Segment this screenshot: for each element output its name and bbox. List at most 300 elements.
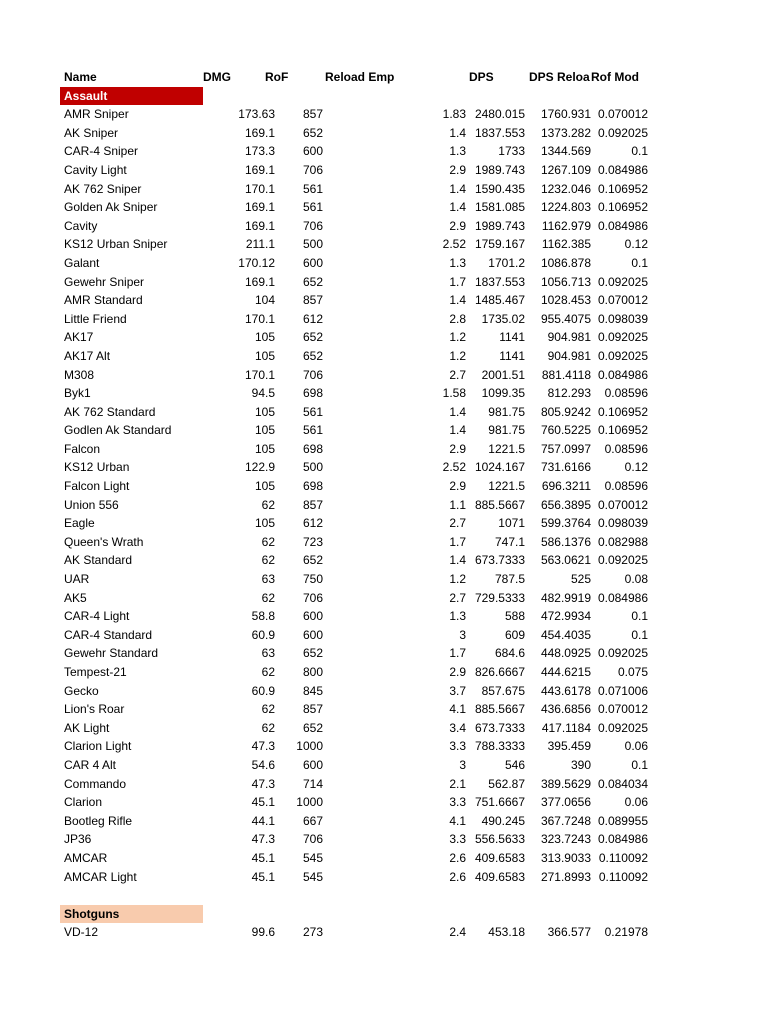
cell-rof-mod[interactable]: 0.1 — [631, 609, 648, 624]
cell-dmg[interactable]: 169.1 — [244, 218, 275, 233]
cell-rof-mod[interactable]: 0.070012 — [597, 702, 648, 717]
cell-dps-reload[interactable]: 444.6215 — [540, 665, 591, 679]
cell-dps[interactable]: 1733 — [498, 144, 525, 159]
cell-dmg[interactable]: 60.9 — [251, 683, 275, 698]
cell-rof-mod[interactable]: 0.084986 — [597, 832, 648, 847]
cell-dps-reload[interactable]: 367.7248 — [540, 813, 591, 828]
cell-dps[interactable]: 1735.02 — [481, 311, 525, 326]
cell-name[interactable]: Godlen Ak Standard — [64, 423, 172, 438]
cell-rof[interactable]: 652 — [302, 274, 323, 289]
cell-dps[interactable]: 1485.467 — [474, 293, 525, 308]
cell-dps-reload[interactable]: 377.0656 — [540, 795, 591, 810]
header-name[interactable]: Name — [64, 70, 97, 84]
cell-rof[interactable]: 561 — [302, 181, 323, 196]
cell-dmg[interactable]: 169.1 — [244, 274, 275, 289]
cell-dps-reload[interactable]: 389.5629 — [540, 776, 591, 791]
cell-name[interactable]: VD-12 — [64, 925, 99, 940]
cell-name[interactable]: AK Standard — [64, 553, 133, 568]
cell-dps-reload[interactable]: 881.4118 — [541, 367, 591, 382]
cell-dps-reload[interactable]: 1056.713 — [540, 274, 591, 289]
cell-reload[interactable]: 2.7 — [449, 367, 466, 382]
cell-dmg[interactable]: 173.63 — [238, 107, 275, 122]
cell-rof[interactable]: 723 — [302, 534, 323, 549]
cell-dps[interactable]: 857.675 — [481, 683, 525, 698]
cell-dps[interactable]: 562.87 — [488, 776, 525, 791]
cell-name[interactable]: Union 556 — [64, 497, 119, 512]
cell-name[interactable]: Bootleg Rifle — [64, 813, 133, 828]
cell-rof[interactable]: 600 — [302, 255, 323, 270]
cell-rof-mod[interactable]: 0.070012 — [597, 293, 648, 308]
cell-dps-reload[interactable]: 1232.046 — [540, 181, 591, 196]
cell-name[interactable]: Little Friend — [64, 311, 127, 326]
cell-rof[interactable]: 545 — [302, 850, 323, 865]
cell-rof[interactable]: 652 — [302, 125, 323, 140]
cell-dps[interactable]: 490.245 — [481, 813, 525, 828]
cell-rof-mod[interactable]: 0.070012 — [597, 497, 648, 512]
cell-dps-reload[interactable]: 599.3764 — [540, 516, 591, 531]
cell-name[interactable]: AMR Sniper — [64, 107, 129, 122]
header-reload[interactable]: Reload Emp — [325, 70, 395, 84]
cell-rof[interactable]: 698 — [302, 386, 323, 401]
cell-dps-reload[interactable]: 1224.803 — [540, 200, 591, 215]
cell-dps[interactable]: 981.75 — [488, 423, 525, 438]
cell-dmg[interactable]: 62 — [261, 534, 275, 549]
cell-rof-mod[interactable]: 0.08 — [624, 572, 648, 587]
cell-rof[interactable]: 600 — [302, 627, 323, 642]
cell-rof[interactable]: 600 — [302, 144, 323, 159]
cell-dmg[interactable]: 104 — [254, 293, 275, 308]
cell-name[interactable]: UAR — [64, 572, 90, 587]
cell-rof[interactable]: 857 — [302, 107, 323, 122]
cell-dmg[interactable]: 105 — [254, 441, 275, 456]
cell-name[interactable]: Tempest-21 — [64, 665, 127, 679]
cell-rof[interactable]: 1000 — [296, 739, 323, 754]
cell-rof[interactable]: 706 — [302, 367, 323, 382]
cell-reload[interactable]: 2.7 — [449, 590, 466, 605]
cell-dps-reload[interactable]: 472.9934 — [540, 609, 591, 624]
cell-rof[interactable]: 652 — [302, 348, 323, 363]
cell-dmg[interactable]: 60.9 — [251, 627, 275, 642]
cell-name[interactable]: Clarion Light — [64, 739, 132, 754]
cell-rof-mod[interactable]: 0.084986 — [597, 367, 648, 382]
cell-dmg[interactable]: 45.1 — [251, 850, 275, 865]
cell-name[interactable]: Gecko — [64, 683, 99, 698]
cell-reload[interactable]: 1.2 — [449, 330, 466, 345]
cell-rof[interactable]: 612 — [302, 311, 323, 326]
cell-reload[interactable]: 2.4 — [449, 925, 466, 940]
cell-dmg[interactable]: 63 — [261, 646, 275, 661]
header-dmg[interactable]: DMG — [203, 70, 231, 84]
cell-dmg[interactable]: 170.1 — [244, 311, 275, 326]
cell-rof[interactable]: 667 — [302, 813, 323, 828]
cell-rof-mod[interactable]: 0.092025 — [597, 274, 648, 289]
cell-rof-mod[interactable]: 0.084034 — [597, 776, 648, 791]
cell-reload[interactable]: 2.9 — [449, 441, 466, 456]
cell-reload[interactable]: 1.2 — [449, 348, 466, 363]
cell-name[interactable]: AK 762 Standard — [64, 404, 156, 419]
cell-dps-reload[interactable]: 757.0997 — [540, 441, 591, 456]
cell-dmg[interactable]: 105 — [254, 516, 275, 531]
cell-name[interactable]: Byk1 — [64, 386, 91, 401]
cell-reload[interactable]: 2.6 — [449, 869, 466, 884]
cell-rof-mod[interactable]: 0.1 — [631, 144, 648, 159]
cell-dmg[interactable]: 169.1 — [244, 125, 275, 140]
cell-dps-reload[interactable]: 323.7243 — [540, 832, 591, 847]
cell-dps[interactable]: 453.18 — [488, 925, 525, 940]
cell-name[interactable]: Galant — [64, 255, 100, 270]
cell-rof-mod[interactable]: 0.1 — [631, 627, 648, 642]
cell-dps[interactable]: 1581.085 — [474, 200, 525, 215]
cell-name[interactable]: M308 — [64, 367, 95, 382]
cell-dps[interactable]: 751.6667 — [474, 795, 525, 810]
cell-rof-mod[interactable]: 0.106952 — [597, 423, 648, 438]
cell-dmg[interactable]: 170.12 — [238, 255, 275, 270]
cell-dmg[interactable]: 94.5 — [251, 386, 275, 401]
cell-dmg[interactable]: 47.3 — [251, 832, 275, 847]
cell-rof[interactable]: 857 — [302, 293, 323, 308]
cell-rof-mod[interactable]: 0.098039 — [597, 516, 648, 531]
cell-name[interactable]: Gewehr Sniper — [64, 274, 145, 289]
cell-dps-reload[interactable]: 760.5225 — [540, 423, 591, 438]
cell-name[interactable]: AK Sniper — [64, 125, 119, 140]
cell-dps[interactable]: 788.3333 — [474, 739, 525, 754]
cell-rof[interactable]: 800 — [302, 665, 323, 679]
cell-reload[interactable]: 3.3 — [449, 795, 466, 810]
cell-dps[interactable]: 747.1 — [494, 534, 525, 549]
cell-dmg[interactable]: 47.3 — [251, 776, 275, 791]
cell-dps[interactable]: 729.5333 — [474, 590, 525, 605]
cell-dps[interactable]: 1989.743 — [474, 162, 525, 177]
cell-dps-reload[interactable]: 525 — [570, 572, 591, 587]
cell-reload[interactable]: 4.1 — [449, 813, 466, 828]
cell-dps[interactable]: 409.6583 — [474, 869, 525, 884]
cell-rof-mod[interactable]: 0.110092 — [598, 850, 648, 865]
cell-reload[interactable]: 2.1 — [449, 776, 466, 791]
cell-dps-reload[interactable]: 656.3895 — [540, 497, 591, 512]
cell-name[interactable]: AMCAR — [64, 850, 108, 865]
cell-rof[interactable]: 706 — [302, 590, 323, 605]
cell-reload[interactable]: 1.4 — [449, 293, 466, 308]
cell-dmg[interactable]: 173.3 — [244, 144, 275, 159]
cell-dmg[interactable]: 105 — [254, 330, 275, 345]
cell-dps-reload[interactable]: 904.981 — [547, 330, 591, 345]
cell-dps-reload[interactable]: 1344.569 — [540, 144, 591, 159]
cell-rof-mod[interactable]: 0.092025 — [597, 646, 648, 661]
cell-rof[interactable]: 600 — [302, 609, 323, 624]
cell-reload[interactable]: 2.9 — [449, 479, 466, 494]
cell-dps-reload[interactable]: 417.1184 — [541, 720, 591, 735]
cell-rof-mod[interactable]: 0.092025 — [597, 125, 648, 140]
cell-name[interactable]: CAR-4 Sniper — [64, 144, 139, 159]
cell-reload[interactable]: 1.4 — [449, 423, 466, 438]
cell-dps[interactable]: 1759.167 — [474, 237, 525, 252]
cell-reload[interactable]: 1.7 — [449, 646, 466, 661]
cell-dmg[interactable]: 62 — [261, 720, 275, 735]
cell-dps[interactable]: 556.5633 — [474, 832, 525, 847]
cell-name[interactable]: AMR Standard — [64, 293, 143, 308]
cell-rof-mod[interactable]: 0.092025 — [597, 553, 648, 568]
cell-reload[interactable]: 3.4 — [449, 720, 466, 735]
cell-reload[interactable]: 2.8 — [449, 311, 466, 326]
cell-dps[interactable]: 1221.5 — [488, 479, 525, 494]
cell-name[interactable]: CAR-4 Light — [64, 609, 130, 624]
cell-name[interactable]: AMCAR Light — [64, 869, 137, 884]
cell-dmg[interactable]: 62 — [261, 553, 275, 568]
cell-rof[interactable]: 857 — [302, 702, 323, 717]
cell-dps-reload[interactable]: 805.9242 — [540, 404, 591, 419]
cell-rof[interactable]: 714 — [302, 776, 323, 791]
header-rof[interactable]: RoF — [265, 70, 289, 84]
cell-rof-mod[interactable]: 0.12 — [624, 237, 648, 252]
cell-dmg[interactable]: 169.1 — [244, 200, 275, 215]
cell-dps-reload[interactable]: 812.293 — [547, 386, 591, 401]
cell-name[interactable]: AK17 — [64, 330, 94, 345]
cell-reload[interactable]: 1.83 — [442, 107, 466, 122]
cell-rof-mod[interactable]: 0.070012 — [597, 107, 648, 122]
cell-rof[interactable]: 600 — [302, 757, 323, 772]
cell-reload[interactable]: 2.52 — [442, 237, 466, 252]
cell-dmg[interactable]: 122.9 — [244, 460, 275, 475]
cell-rof-mod[interactable]: 0.098039 — [597, 311, 648, 326]
cell-rof[interactable]: 561 — [302, 200, 323, 215]
cell-dmg[interactable]: 62 — [261, 590, 275, 605]
cell-dps-reload[interactable]: 955.4075 — [540, 311, 591, 326]
cell-rof[interactable]: 561 — [302, 404, 323, 419]
cell-rof[interactable]: 500 — [302, 237, 323, 252]
cell-dps-reload[interactable]: 1760.931 — [540, 107, 591, 122]
cell-reload[interactable]: 1.4 — [449, 404, 466, 419]
cell-reload[interactable]: 2.9 — [449, 218, 466, 233]
cell-name[interactable]: Queen's Wrath — [64, 534, 144, 549]
cell-reload[interactable]: 1.1 — [449, 497, 466, 512]
cell-reload[interactable]: 2.6 — [449, 850, 466, 865]
cell-name[interactable]: AK5 — [64, 590, 87, 605]
cell-dps-reload[interactable]: 454.4035 — [540, 627, 591, 642]
cell-rof-mod[interactable]: 0.092025 — [597, 720, 648, 735]
cell-rof[interactable]: 857 — [302, 497, 323, 512]
cell-dps[interactable]: 1099.35 — [481, 386, 525, 401]
cell-reload[interactable]: 3.7 — [449, 683, 466, 698]
header-rof-mod[interactable]: Rof Mod — [591, 70, 639, 84]
cell-dps[interactable]: 1071 — [498, 516, 525, 531]
cell-reload[interactable]: 1.7 — [449, 274, 466, 289]
cell-name[interactable]: Commando — [64, 776, 127, 791]
cell-rof-mod[interactable]: 0.071006 — [597, 683, 648, 698]
cell-dps[interactable]: 826.6667 — [474, 665, 525, 679]
cell-dps[interactable]: 1837.553 — [474, 125, 525, 140]
cell-rof-mod[interactable]: 0.084986 — [597, 162, 648, 177]
cell-rof-mod[interactable]: 0.06 — [624, 795, 648, 810]
cell-reload[interactable]: 3.3 — [449, 832, 466, 847]
cell-dps-reload[interactable]: 563.0621 — [540, 553, 591, 568]
cell-dps-reload[interactable]: 448.0925 — [540, 646, 591, 661]
cell-reload[interactable]: 1.3 — [449, 609, 466, 624]
cell-reload[interactable]: 4.1 — [449, 702, 466, 717]
header-dps[interactable]: DPS — [469, 70, 494, 84]
section-header-assault[interactable] — [60, 87, 203, 106]
cell-rof[interactable]: 845 — [302, 683, 323, 698]
cell-dps-reload[interactable]: 1267.109 — [540, 162, 591, 177]
cell-dmg[interactable]: 170.1 — [244, 367, 275, 382]
cell-reload[interactable]: 1.3 — [449, 144, 466, 159]
cell-reload[interactable]: 1.4 — [449, 125, 466, 140]
cell-dps[interactable]: 673.7333 — [474, 553, 525, 568]
header-dps-reload[interactable]: DPS Reloa — [529, 70, 590, 84]
cell-dps[interactable]: 885.5667 — [474, 497, 525, 512]
cell-rof[interactable]: 706 — [302, 832, 323, 847]
cell-dmg[interactable]: 63 — [261, 572, 275, 587]
cell-reload[interactable]: 2.52 — [442, 460, 466, 475]
cell-dps[interactable]: 1141 — [499, 348, 525, 363]
cell-rof-mod[interactable]: 0.12 — [624, 460, 648, 475]
cell-rof[interactable]: 652 — [302, 553, 323, 568]
cell-rof[interactable]: 706 — [302, 218, 323, 233]
cell-rof-mod[interactable]: 0.21978 — [604, 925, 648, 940]
cell-dps-reload[interactable]: 1028.453 — [540, 293, 591, 308]
cell-dmg[interactable]: 170.1 — [244, 181, 275, 196]
cell-dps[interactable]: 2001.51 — [481, 367, 525, 382]
cell-dps[interactable]: 684.6 — [494, 646, 525, 661]
cell-dps-reload[interactable]: 1373.282 — [540, 125, 591, 140]
cell-name[interactable]: KS12 Urban Sniper — [64, 237, 168, 252]
cell-name[interactable]: Cavity — [64, 218, 98, 233]
cell-dps[interactable]: 1701.2 — [488, 255, 525, 270]
cell-rof[interactable]: 698 — [302, 441, 323, 456]
cell-dps[interactable]: 1837.553 — [474, 274, 525, 289]
cell-rof-mod[interactable]: 0.1 — [631, 757, 648, 772]
cell-dps-reload[interactable]: 696.3211 — [541, 479, 591, 494]
cell-name[interactable]: CAR-4 Standard — [64, 627, 153, 642]
cell-reload[interactable]: 1.4 — [449, 553, 466, 568]
cell-rof-mod[interactable]: 0.106952 — [597, 200, 648, 215]
cell-rof[interactable]: 750 — [302, 572, 323, 587]
cell-dps[interactable]: 1221.5 — [488, 441, 525, 456]
cell-dps[interactable]: 981.75 — [488, 404, 525, 419]
section-header-shotguns[interactable] — [60, 905, 203, 924]
cell-dps-reload[interactable]: 586.1376 — [540, 534, 591, 549]
cell-name[interactable]: AK 762 Sniper — [64, 181, 142, 196]
cell-dps-reload[interactable]: 395.459 — [547, 739, 591, 754]
cell-reload[interactable]: 3 — [459, 757, 466, 772]
cell-rof-mod[interactable]: 0.06 — [624, 739, 648, 754]
cell-dps-reload[interactable]: 482.9919 — [540, 590, 591, 605]
cell-dps-reload[interactable]: 436.6856 — [540, 702, 591, 717]
cell-rof[interactable]: 545 — [302, 869, 323, 884]
cell-dps-reload[interactable]: 443.6178 — [540, 683, 591, 698]
cell-dmg[interactable]: 169.1 — [244, 162, 275, 177]
cell-dmg[interactable]: 54.6 — [251, 757, 275, 772]
cell-dps-reload[interactable]: 313.9033 — [540, 850, 591, 865]
cell-dps[interactable]: 2480.015 — [474, 107, 525, 122]
cell-dmg[interactable]: 45.1 — [251, 795, 275, 810]
cell-dps[interactable]: 885.5667 — [474, 702, 525, 717]
cell-dps-reload[interactable]: 1162.979 — [541, 218, 591, 233]
cell-reload[interactable]: 3.3 — [449, 739, 466, 754]
cell-rof[interactable]: 652 — [302, 330, 323, 345]
cell-dmg[interactable]: 62 — [261, 497, 275, 512]
cell-dmg[interactable]: 99.6 — [251, 925, 275, 940]
cell-reload[interactable]: 3 — [459, 627, 466, 642]
cell-name[interactable]: KS12 Urban — [64, 460, 130, 475]
cell-reload[interactable]: 2.9 — [449, 162, 466, 177]
cell-dps[interactable]: 1141 — [499, 330, 525, 345]
cell-reload[interactable]: 2.7 — [449, 516, 466, 531]
cell-rof[interactable]: 698 — [302, 479, 323, 494]
cell-name[interactable]: AK17 Alt — [64, 348, 111, 363]
cell-name[interactable]: Falcon Light — [64, 479, 130, 494]
cell-rof-mod[interactable]: 0.084986 — [597, 590, 648, 605]
cell-dmg[interactable]: 58.8 — [251, 609, 275, 624]
cell-rof-mod[interactable]: 0.084986 — [597, 218, 648, 233]
cell-rof[interactable]: 561 — [302, 423, 323, 438]
cell-name[interactable]: Cavity Light — [64, 162, 127, 177]
cell-dps-reload[interactable]: 904.981 — [547, 348, 591, 363]
cell-name[interactable]: Gewehr Standard — [64, 646, 159, 661]
cell-name[interactable]: Eagle — [64, 516, 95, 531]
cell-dps[interactable]: 546 — [504, 757, 525, 772]
cell-rof-mod[interactable]: 0.1 — [631, 255, 648, 270]
cell-name[interactable]: Clarion — [64, 795, 103, 810]
cell-rof[interactable]: 500 — [302, 460, 323, 475]
cell-rof-mod[interactable]: 0.106952 — [597, 181, 648, 196]
cell-dps-reload[interactable]: 390 — [570, 757, 591, 772]
cell-rof[interactable]: 652 — [302, 720, 323, 735]
cell-dmg[interactable]: 45.1 — [251, 869, 275, 884]
cell-reload[interactable]: 1.4 — [449, 181, 466, 196]
cell-rof-mod[interactable]: 0.110092 — [598, 869, 648, 884]
cell-reload[interactable]: 1.4 — [449, 200, 466, 215]
cell-reload[interactable]: 1.3 — [449, 255, 466, 270]
cell-rof-mod[interactable]: 0.075 — [617, 665, 648, 679]
cell-dmg[interactable]: 211.1 — [245, 237, 275, 252]
cell-dmg[interactable]: 62 — [261, 702, 275, 717]
cell-dps[interactable]: 609 — [504, 627, 525, 642]
cell-dps-reload[interactable]: 731.6166 — [540, 460, 591, 475]
cell-dmg[interactable]: 105 — [254, 479, 275, 494]
cell-rof[interactable]: 652 — [302, 646, 323, 661]
cell-reload[interactable]: 1.58 — [442, 386, 466, 401]
cell-dps[interactable]: 588 — [504, 609, 525, 624]
cell-rof-mod[interactable]: 0.106952 — [597, 404, 648, 419]
cell-dps-reload[interactable]: 271.8993 — [540, 869, 591, 884]
cell-dmg[interactable]: 105 — [254, 348, 275, 363]
cell-rof[interactable]: 706 — [302, 162, 323, 177]
cell-dmg[interactable]: 44.1 — [251, 813, 275, 828]
cell-rof-mod[interactable]: 0.092025 — [597, 348, 648, 363]
cell-rof[interactable]: 612 — [302, 516, 323, 531]
cell-rof[interactable]: 273 — [302, 925, 323, 940]
cell-reload[interactable]: 2.9 — [449, 665, 466, 679]
cell-dps[interactable]: 673.7333 — [474, 720, 525, 735]
cell-reload[interactable]: 1.7 — [449, 534, 466, 549]
cell-rof-mod[interactable]: 0.082988 — [597, 534, 648, 549]
cell-dps[interactable]: 1989.743 — [474, 218, 525, 233]
cell-dps-reload[interactable]: 1162.385 — [541, 237, 591, 252]
cell-dmg[interactable]: 62 — [261, 665, 275, 679]
cell-rof-mod[interactable]: 0.08596 — [604, 386, 648, 401]
cell-rof-mod[interactable]: 0.08596 — [604, 441, 648, 456]
cell-dmg[interactable]: 47.3 — [251, 739, 275, 754]
cell-dps[interactable]: 787.5 — [494, 572, 525, 587]
cell-dps[interactable]: 409.6583 — [474, 850, 525, 865]
cell-name[interactable]: Lion's Roar — [64, 702, 125, 717]
cell-dps[interactable]: 1590.435 — [474, 181, 525, 196]
cell-name[interactable]: AK Light — [64, 720, 110, 735]
cell-name[interactable]: JP36 — [64, 832, 92, 847]
cell-dmg[interactable]: 105 — [254, 423, 275, 438]
cell-name[interactable]: Golden Ak Sniper — [64, 200, 158, 215]
cell-dmg[interactable]: 105 — [254, 404, 275, 419]
